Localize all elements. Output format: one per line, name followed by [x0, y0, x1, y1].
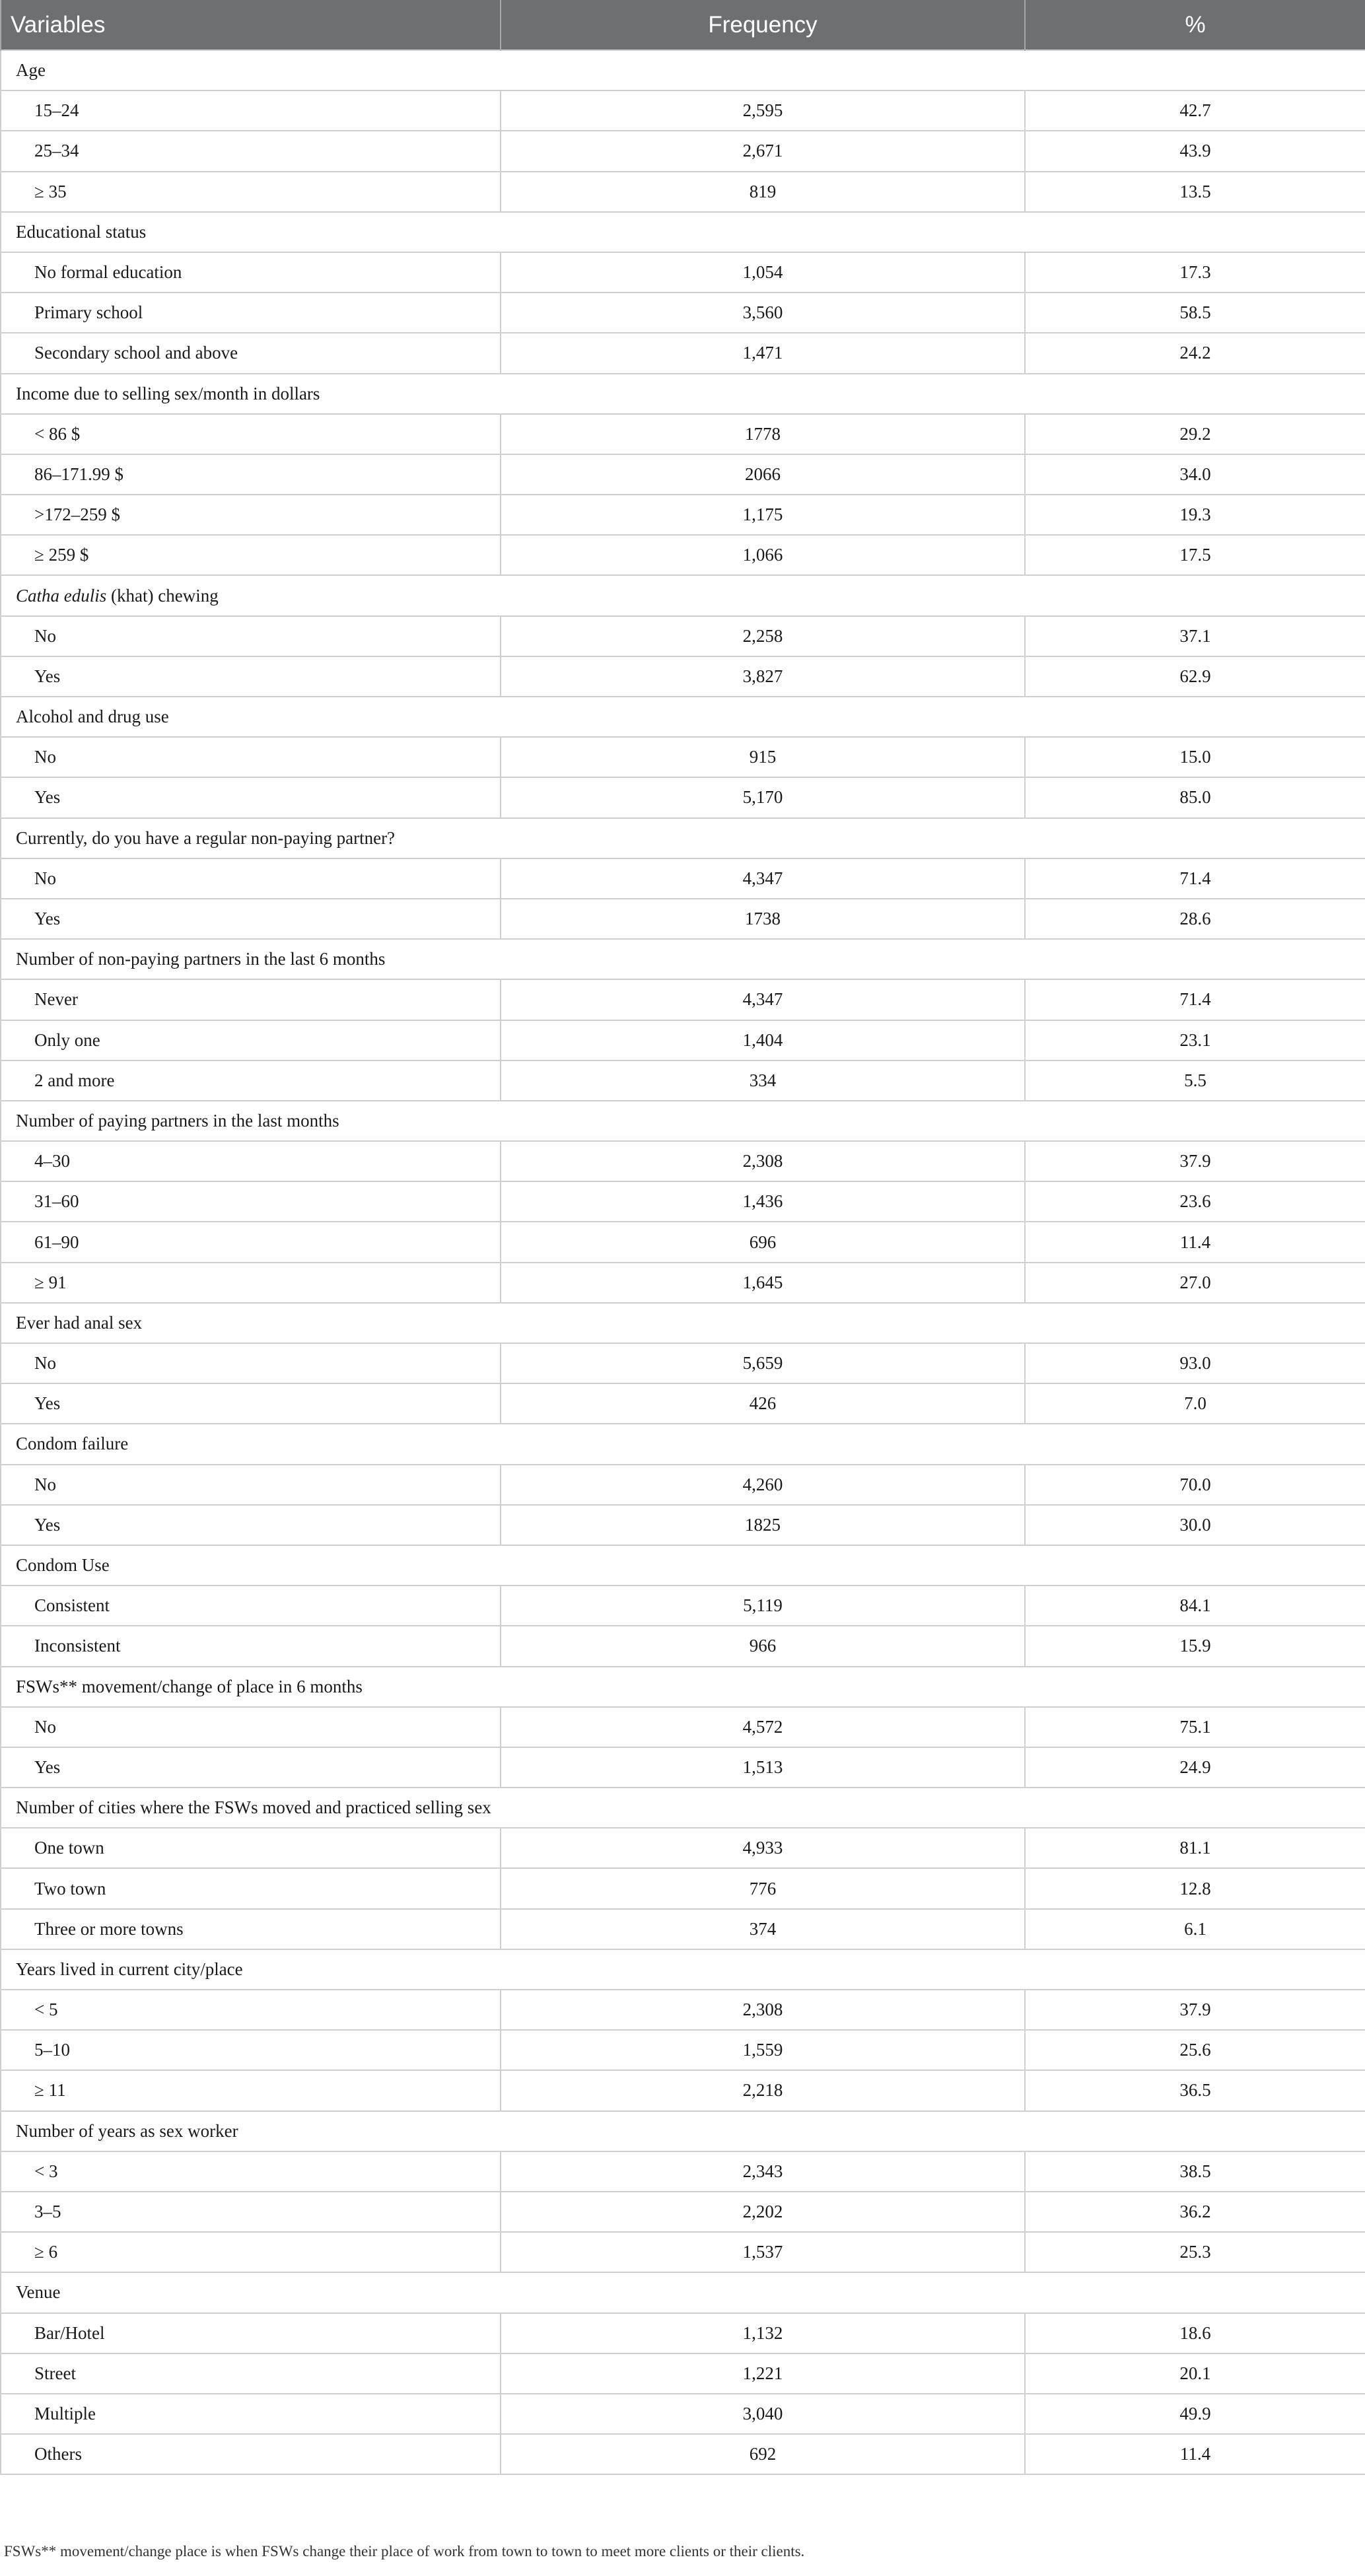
row-percent: 23.6 — [1025, 1181, 1365, 1222]
table-row — [1, 2394, 1365, 2434]
row-frequency: 3,560 — [501, 293, 1025, 333]
row-percent: 70.0 — [1025, 1465, 1365, 1505]
row-frequency: 1778 — [501, 414, 1025, 454]
row-label: Secondary school and above — [1, 333, 501, 373]
row-percent: 25.3 — [1025, 2232, 1365, 2272]
group-title: Age — [1, 50, 1365, 90]
row-label: ≥ 6 — [1, 2232, 501, 2272]
row-percent: 28.6 — [1025, 899, 1365, 939]
row-label: Two town — [1, 1868, 501, 1908]
row-frequency: 966 — [501, 1626, 1025, 1666]
row-percent: 37.1 — [1025, 616, 1365, 656]
row-label: 2 and more — [1, 1061, 501, 1101]
group-header-row — [1, 50, 1365, 90]
group-title — [1, 575, 1365, 615]
row-label: Consistent — [1, 1585, 501, 1626]
row-frequency: 3,040 — [501, 2394, 1025, 2434]
table-row — [1, 333, 1365, 373]
row-percent: 11.4 — [1025, 2434, 1365, 2474]
row-percent: 36.2 — [1025, 2192, 1365, 2232]
table-row — [1, 90, 1365, 131]
row-label: No formal education — [1, 252, 501, 293]
row-label: ≥ 11 — [1, 2070, 501, 2110]
row-label: No — [1, 1343, 501, 1383]
table-row — [1, 2070, 1365, 2110]
table-row — [1, 1747, 1365, 1788]
row-percent: 23.1 — [1025, 1020, 1365, 1061]
row-label: 4–30 — [1, 1141, 501, 1181]
group-title: Years lived in current city/place — [1, 1949, 1365, 1990]
row-percent: 71.4 — [1025, 979, 1365, 1020]
group-title: Educational status — [1, 212, 1365, 252]
row-percent: 25.6 — [1025, 2030, 1365, 2070]
table-row — [1, 1343, 1365, 1383]
table-row — [1, 2353, 1365, 2394]
row-percent: 34.0 — [1025, 454, 1365, 495]
row-label: No — [1, 1707, 501, 1747]
header-percent: % — [1025, 0, 1365, 50]
row-frequency: 4,260 — [501, 1465, 1025, 1505]
group-header-row — [1, 575, 1365, 615]
row-label: 86–171.99 $ — [1, 454, 501, 495]
group-header-row — [1, 212, 1365, 252]
row-label: < 3 — [1, 2151, 501, 2192]
row-percent: 58.5 — [1025, 293, 1365, 333]
row-frequency: 1,175 — [501, 495, 1025, 535]
table-row — [1, 899, 1365, 939]
table-header — [1, 0, 1365, 50]
row-percent: 17.5 — [1025, 535, 1365, 575]
row-percent: 18.6 — [1025, 2313, 1365, 2353]
group-header-row — [1, 1788, 1365, 1828]
row-label: Yes — [1, 656, 501, 697]
row-label: < 86 $ — [1, 414, 501, 454]
row-frequency: 2,595 — [501, 90, 1025, 131]
group-header-row — [1, 1303, 1365, 1343]
row-percent: 81.1 — [1025, 1828, 1365, 1868]
group-header-row — [1, 1667, 1365, 1707]
row-frequency: 2,308 — [501, 1141, 1025, 1181]
row-label: Yes — [1, 1747, 501, 1788]
row-frequency: 1738 — [501, 899, 1025, 939]
row-frequency: 696 — [501, 1222, 1025, 1262]
row-percent: 85.0 — [1025, 777, 1365, 818]
row-label: No — [1, 1465, 501, 1505]
row-frequency: 426 — [501, 1383, 1025, 1424]
group-header-row — [1, 1949, 1365, 1990]
table-row — [1, 1141, 1365, 1181]
table-row — [1, 1020, 1365, 1061]
row-percent: 17.3 — [1025, 252, 1365, 293]
row-label: Three or more towns — [1, 1909, 501, 1949]
group-title: Income due to selling sex/month in dollars — [1, 374, 1365, 414]
row-frequency: 4,572 — [501, 1707, 1025, 1747]
group-title: Ever had anal sex — [1, 1303, 1365, 1343]
row-frequency: 2,343 — [501, 2151, 1025, 2192]
row-frequency: 4,933 — [501, 1828, 1025, 1868]
row-percent: 93.0 — [1025, 1343, 1365, 1383]
row-frequency: 2,218 — [501, 2070, 1025, 2110]
row-label: 61–90 — [1, 1222, 501, 1262]
row-percent: 12.8 — [1025, 1868, 1365, 1908]
table-row — [1, 1263, 1365, 1303]
group-header-row — [1, 2272, 1365, 2313]
row-percent: 38.5 — [1025, 2151, 1365, 2192]
table-row — [1, 1181, 1365, 1222]
row-label: 31–60 — [1, 1181, 501, 1222]
row-percent: 75.1 — [1025, 1707, 1365, 1747]
table-row — [1, 2030, 1365, 2070]
table-row — [1, 1061, 1365, 1101]
row-percent: 19.3 — [1025, 495, 1365, 535]
row-frequency: 1,559 — [501, 2030, 1025, 2070]
table-row — [1, 2151, 1365, 2192]
table-footnote: FSWs** movement/change place is when FSWs change their place of work from town to town to meet more clients or their clients. — [4, 2543, 805, 2559]
row-frequency: 4,347 — [501, 858, 1025, 899]
table-row — [1, 293, 1365, 333]
row-frequency: 1,404 — [501, 1020, 1025, 1061]
row-label: Inconsistent — [1, 1626, 501, 1666]
table-row — [1, 2232, 1365, 2272]
table-row — [1, 414, 1365, 454]
row-frequency: 4,347 — [501, 979, 1025, 1020]
group-header-row — [1, 939, 1365, 979]
row-frequency: 2066 — [501, 454, 1025, 495]
row-percent: 62.9 — [1025, 656, 1365, 697]
header-frequency: Frequency — [501, 0, 1025, 50]
row-percent: 6.1 — [1025, 1909, 1365, 1949]
row-percent: 37.9 — [1025, 1990, 1365, 2030]
row-label: No — [1, 737, 501, 777]
group-title: Condom failure — [1, 1424, 1365, 1464]
header-variables: Variables — [1, 0, 501, 50]
row-frequency: 2,671 — [501, 131, 1025, 171]
row-frequency: 1825 — [501, 1505, 1025, 1545]
group-header-row — [1, 1424, 1365, 1464]
row-frequency: 1,436 — [501, 1181, 1025, 1222]
row-label: 3–5 — [1, 2192, 501, 2232]
row-frequency: 374 — [501, 1909, 1025, 1949]
group-title: Alcohol and drug use — [1, 697, 1365, 737]
group-header-row — [1, 1101, 1365, 1141]
row-label: Street — [1, 2353, 501, 2394]
table-row — [1, 777, 1365, 818]
table-row — [1, 535, 1365, 575]
row-percent: 84.1 — [1025, 1585, 1365, 1626]
row-percent: 7.0 — [1025, 1383, 1365, 1424]
group-title: Currently, do you have a regular non-paying partner? — [1, 818, 1365, 858]
row-frequency: 2,202 — [501, 2192, 1025, 2232]
table-row — [1, 1585, 1365, 1626]
row-frequency: 1,054 — [501, 252, 1025, 293]
row-percent: 13.5 — [1025, 172, 1365, 212]
table-row — [1, 495, 1365, 535]
row-percent: 20.1 — [1025, 2353, 1365, 2394]
table-row — [1, 656, 1365, 697]
table-row — [1, 454, 1365, 495]
row-frequency: 5,119 — [501, 1585, 1025, 1626]
group-title: Venue — [1, 2272, 1365, 2313]
table-row — [1, 1383, 1365, 1424]
table-row — [1, 1828, 1365, 1868]
row-frequency: 2,258 — [501, 616, 1025, 656]
row-percent: 27.0 — [1025, 1263, 1365, 1303]
row-label: Yes — [1, 777, 501, 818]
row-frequency: 2,308 — [501, 1990, 1025, 2030]
group-title-italic: Catha edulis — [16, 585, 107, 606]
row-label: 15–24 — [1, 90, 501, 131]
row-percent: 43.9 — [1025, 131, 1365, 171]
row-label: ≥ 259 $ — [1, 535, 501, 575]
row-frequency: 1,513 — [501, 1747, 1025, 1788]
row-label: 25–34 — [1, 131, 501, 171]
table-row — [1, 252, 1365, 293]
table-body — [1, 50, 1365, 2474]
table-row — [1, 1626, 1365, 1666]
row-label: No — [1, 858, 501, 899]
table-row — [1, 2434, 1365, 2474]
row-frequency: 5,659 — [501, 1343, 1025, 1383]
group-header-row — [1, 818, 1365, 858]
group-header-row — [1, 374, 1365, 414]
table-row — [1, 1868, 1365, 1908]
table-row — [1, 131, 1365, 171]
row-percent: 24.9 — [1025, 1747, 1365, 1788]
row-label: Yes — [1, 1383, 501, 1424]
group-title: Number of years as sex worker — [1, 2111, 1365, 2151]
group-title: Number of non-paying partners in the last 6 months — [1, 939, 1365, 979]
table-row — [1, 1909, 1365, 1949]
row-label: ≥ 91 — [1, 1263, 501, 1303]
row-label: Primary school — [1, 293, 501, 333]
table-row — [1, 858, 1365, 899]
row-frequency: 3,827 — [501, 656, 1025, 697]
group-title: FSWs** movement/change of place in 6 months — [1, 1667, 1365, 1707]
row-label: No — [1, 616, 501, 656]
table-row — [1, 2313, 1365, 2353]
group-header-row — [1, 2111, 1365, 2151]
row-percent: 49.9 — [1025, 2394, 1365, 2434]
row-label: Only one — [1, 1020, 501, 1061]
row-frequency: 692 — [501, 2434, 1025, 2474]
row-percent: 5.5 — [1025, 1061, 1365, 1101]
row-label: 5–10 — [1, 2030, 501, 2070]
group-title: Number of paying partners in the last months — [1, 1101, 1365, 1141]
row-frequency: 1,132 — [501, 2313, 1025, 2353]
row-label: Multiple — [1, 2394, 501, 2434]
row-percent: 24.2 — [1025, 333, 1365, 373]
row-label: Never — [1, 979, 501, 1020]
table-row — [1, 1222, 1365, 1262]
row-frequency: 1,066 — [501, 535, 1025, 575]
row-label: Yes — [1, 1505, 501, 1545]
table-row — [1, 1505, 1365, 1545]
row-label: Yes — [1, 899, 501, 939]
row-percent: 37.9 — [1025, 1141, 1365, 1181]
row-percent: 15.0 — [1025, 737, 1365, 777]
row-percent: 11.4 — [1025, 1222, 1365, 1262]
row-label: ≥ 35 — [1, 172, 501, 212]
row-label: Others — [1, 2434, 501, 2474]
group-title: Number of cities where the FSWs moved and practiced selling sex — [1, 1788, 1365, 1828]
header-row — [1, 0, 1365, 50]
row-frequency: 1,221 — [501, 2353, 1025, 2394]
row-percent: 42.7 — [1025, 90, 1365, 131]
row-label: Bar/Hotel — [1, 2313, 501, 2353]
row-label: One town — [1, 1828, 501, 1868]
group-header-row — [1, 697, 1365, 737]
row-frequency: 1,537 — [501, 2232, 1025, 2272]
row-percent: 71.4 — [1025, 858, 1365, 899]
row-frequency: 915 — [501, 737, 1025, 777]
table-row — [1, 2192, 1365, 2232]
row-percent: 15.9 — [1025, 1626, 1365, 1666]
table-row — [1, 1465, 1365, 1505]
row-label: < 5 — [1, 1990, 501, 2030]
row-frequency: 5,170 — [501, 777, 1025, 818]
table-row — [1, 737, 1365, 777]
row-frequency: 1,471 — [501, 333, 1025, 373]
group-header-row — [1, 1545, 1365, 1585]
row-label: >172–259 $ — [1, 495, 501, 535]
row-frequency: 776 — [501, 1868, 1025, 1908]
group-title: Condom Use — [1, 1545, 1365, 1585]
table-row — [1, 1707, 1365, 1747]
row-percent: 29.2 — [1025, 414, 1365, 454]
row-frequency: 1,645 — [501, 1263, 1025, 1303]
row-frequency: 334 — [501, 1061, 1025, 1101]
row-percent: 30.0 — [1025, 1505, 1365, 1545]
table-row — [1, 1990, 1365, 2030]
table-row — [1, 616, 1365, 656]
group-title-text: (khat) chewing — [111, 585, 219, 606]
table-row — [1, 172, 1365, 212]
row-percent: 36.5 — [1025, 2070, 1365, 2110]
row-frequency: 819 — [501, 172, 1025, 212]
table-row — [1, 979, 1365, 1020]
